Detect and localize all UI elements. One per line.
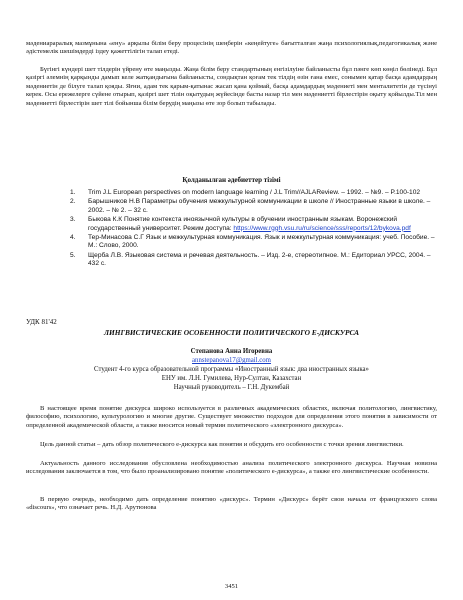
body-paragraph-3: Актуальность данного исследования обусловлена необходимостью анализа политического электронного дискурса. Научная новизна исследования заключается в том, что было проанализировано понятие «политического е-дискурса», а также его лингвистические особенности. (26, 460, 437, 476)
page-number: 3451 (224, 583, 239, 590)
reference-link[interactable]: https://www.rggh.vsu.ru/ru/science/sss/reports/12/bykova.pdf (233, 224, 411, 232)
reference-number: 2. (70, 198, 76, 206)
reference-item-5 (70, 251, 438, 269)
affiliation-program: Студент 4-го курса образовательной программы «Иностранный язык: два иностранных языка» (94, 366, 369, 373)
reference-item-2 (70, 198, 438, 215)
body-paragraph-2: Цель данной статьи – дать обзор политического е-дискурса как понятия и обсудить его особенности с точки зрения лингвистики. (40, 441, 404, 448)
reference-number: 1. (70, 189, 76, 196)
author-name: Степанова Анна Игоревна (190, 348, 273, 355)
reference-number: 3. (70, 216, 76, 224)
udk-code: УДК 81'42 (26, 318, 57, 326)
reference-item-1 (70, 189, 438, 197)
reference-item-4 (70, 234, 438, 251)
reference-number: 5. (70, 251, 76, 259)
reference-text: Тер-Минасова С.Г Язык и межкультурная коммуникация. Язык и межкультурная коммуникация: учеб. Пособие. – М.: Слово, 2000. (88, 234, 435, 250)
reference-text: Барышников Н.В Параметры обучения межкультурной коммуникации в школе // Иностранные языки в школе. – 2002. – № 2. – 32 с. (88, 198, 431, 214)
intro-paragraph-1: мәдениараралық мазмұнына «ену» арқылы білім беру процесінің шеңберін «кеңейтуге» бағытталған жаңа психологиялық,педагогикалық және әдістемелік шешімдерді іздеу қажеттілігін талап етеді. (26, 40, 437, 56)
affiliation-university: ЕНУ им. Л.Н. Гумилева, Нур-Султан, Казахстан (161, 375, 302, 382)
author-email-link[interactable]: annstepanova17@gmail.com (192, 357, 271, 364)
reference-text: Trim J.L European perspectives on modern language learning / J.L Trim//AJLAReview. – 1992. – №9. – P.100-102 (88, 189, 421, 196)
references-title: Қолданылған әдебиеттер тізімі (182, 176, 281, 184)
supervisor-line: Научный руководитель – Г.Н. Дукембай (173, 384, 290, 391)
reference-text: Щерба Л.В. Языковая система и речевая деятельность. – Изд. 2-е, стереотипное. М.: Едиториал УРСС, 2004. – 432 с. (88, 251, 431, 268)
reference-text: Быкова К.К Понятие контекста иноязычной культуры в обучении иностранным языкам. Воронежский государственный университет. Режим доступа: (88, 216, 398, 232)
body-paragraph-1: В настоящее время понятие дискурса широко используется в различных академических областях, включая политологию, лингвистику, философию, психологию, культурологию и многие другие. Существует множество подходов для определения этого понятия в зависимости от определенной академической области, а также вносится новый термин политического «электронного дискурса». (26, 405, 437, 429)
body-paragraph-4: В первую очередь, необходимо дать определение понятию «дискурс». Термин «Дискурс» берёт свои начала от французского слова «discours», что означает речь. Н.Д. Арутюнова (26, 496, 437, 512)
reference-number: 4. (70, 234, 76, 242)
article-title: ЛИНГВИСТИЧЕСКИЕ ОСОБЕННОСТИ ПОЛИТИЧЕСКОГО Е-ДИСКУРСА (103, 328, 360, 337)
intro-paragraph-2: Бүгінгі күндері шет тілдерін үйрену өте маңызды. Жаңа білім беру стандартының енгізілуіне байланысты бұл пәнге көп көңіл бөлінеді. Бұл қазіргі әлемнің қарқынды дамып келе жатқандығына байланысты, сондықтан қоғам тек тілдің өзін ғана емес, сонымен қатар басқа адамдардың мәдениетін де білуге талап қояды. Яғни, адам тек қарым-қатынас жасап қана қоймай, басқа адамдардың мәдениеті мен менталитетін де түсінуі керек. Осы ережелерге сүйене отырып, қазіргі шет тілін оқытудың жүйесінде басты назар тіл мен мәдениетті бірлестірін оқыту қойылды.Тіл мен мәдениетті бірлестірін шет тілі бойынша білім берудің маңызы өте зор болып табылады. (26, 66, 437, 107)
reference-item-3 (70, 216, 438, 233)
references-list (70, 189, 438, 270)
